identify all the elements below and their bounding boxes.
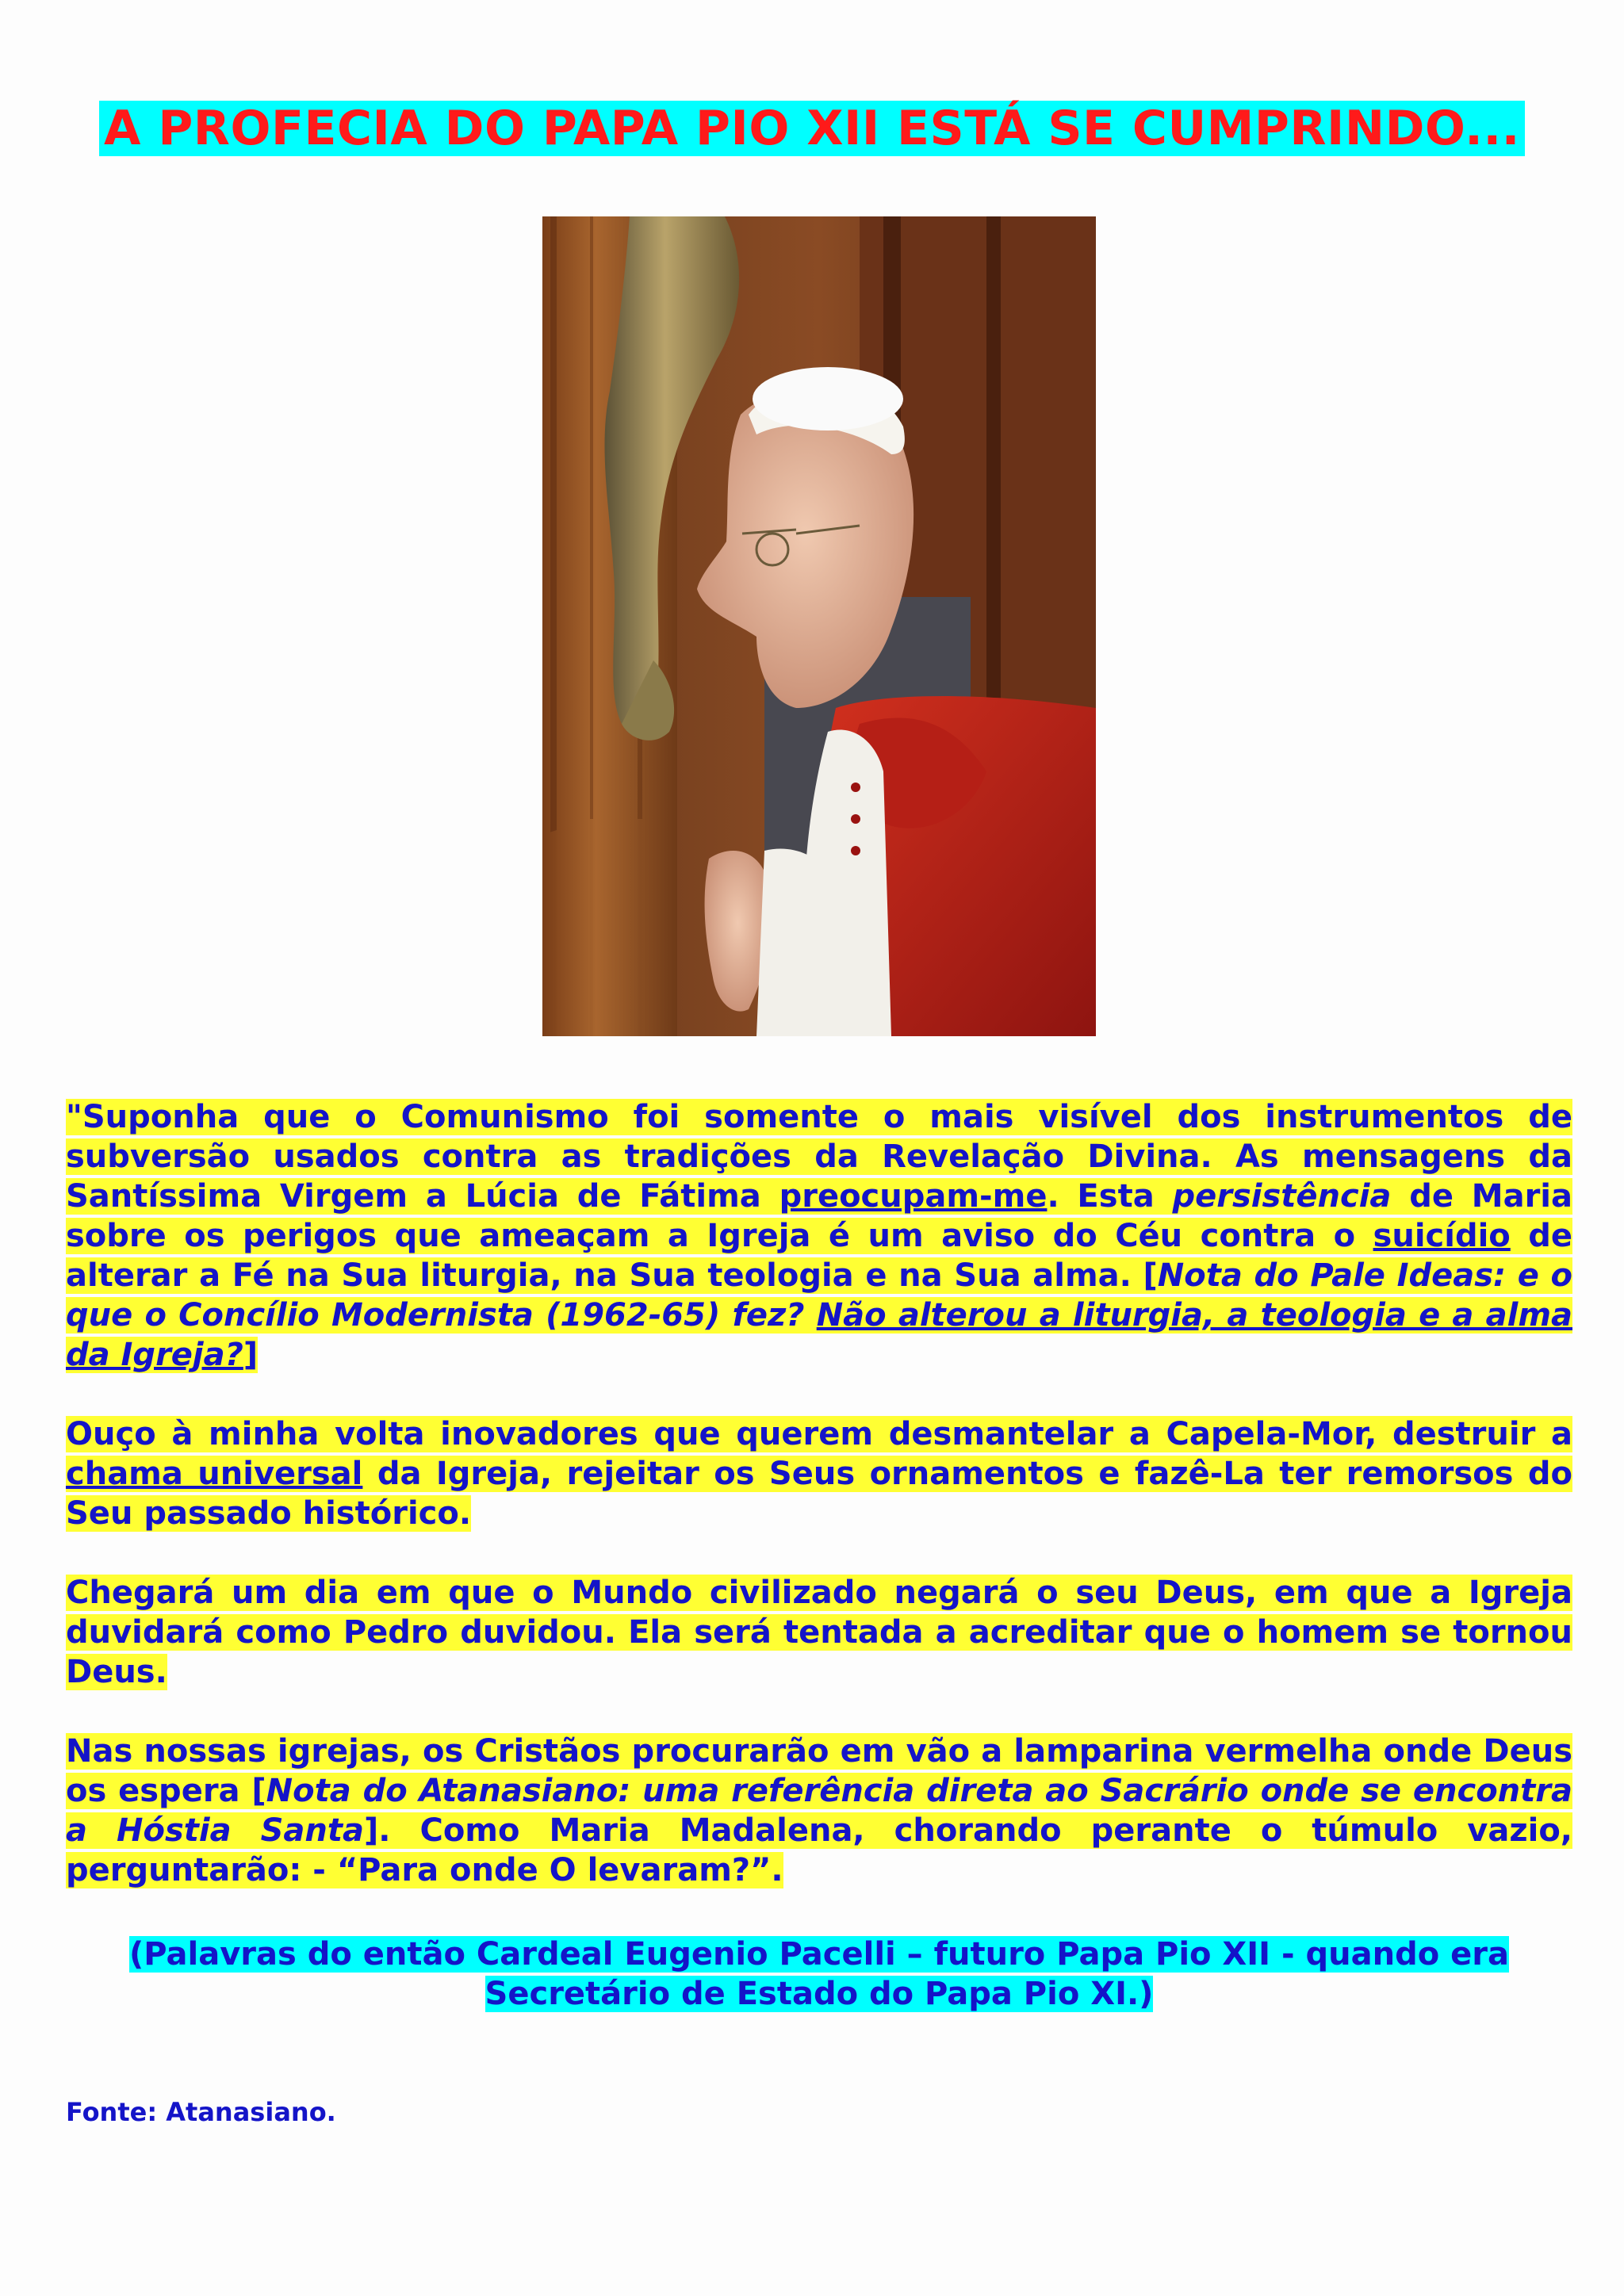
p1-italic-1: persistência bbox=[1172, 1178, 1392, 1215]
caption-line-2: Secretário de Estado do Papa Pio XI.) bbox=[485, 1976, 1154, 2012]
p2-text-2: da Igreja, rejeitar os Seus ornamentos e fazê-La ter remorsos do Seu passado histórico. bbox=[66, 1456, 1572, 1532]
pope-crucifix-photo bbox=[542, 216, 1096, 1036]
source-credit: Fonte: Atanasiano. bbox=[66, 2097, 336, 2127]
paragraph-1-highlight bbox=[66, 1099, 1572, 1373]
p1-text-4: de alterar a Fé na Sua liturgia, na Sua teologia e na Sua alma. [ bbox=[66, 1218, 1573, 1294]
p3-text-1: Chegará um dia em que o Mundo civilizado negará o seu Deus, em que a Igreja duvidará como Pedro duvidou. Ela será tentada a acreditar que o homem se tornou Deus. bbox=[66, 1575, 1572, 1690]
quote-paragraph-1 bbox=[66, 1097, 1572, 1375]
attribution-caption bbox=[66, 1934, 1572, 2014]
paragraph-2-highlight bbox=[66, 1416, 1572, 1532]
quote-paragraph-2 bbox=[66, 1414, 1572, 1533]
p1-text-2: . Esta bbox=[1047, 1178, 1173, 1215]
p4-italic-1: Nota do Atanasiano: uma referência direta ao Sacrário onde se encontra a Hóstia Santa bbox=[66, 1773, 1573, 1849]
page-title-text: A PROFECIA DO PAPA PIO XII ESTÁ SE CUMPRINDO... bbox=[99, 101, 1525, 156]
quote-body bbox=[66, 1097, 1572, 1930]
caption-line-1: (Palavras do então Cardeal Eugenio Pacelli – futuro Papa Pio XII - quando era bbox=[129, 1936, 1509, 1973]
p1-underline-2: suicídio bbox=[1373, 1218, 1511, 1254]
p1-italic-2: Nota do Pale Ideas: e o que o Concílio Modernista (1962-65) fez? bbox=[66, 1257, 1573, 1334]
paragraph-4-highlight bbox=[66, 1733, 1572, 1888]
quote-paragraph-4 bbox=[66, 1732, 1572, 1890]
p1-text-5: ] bbox=[243, 1337, 259, 1373]
p1-underline-1: preocupam-me bbox=[779, 1178, 1048, 1215]
p1-text-1: "Suponha que o Comunismo foi somente o mais visível dos instrumentos de subversão usados contra as tradições da Revelação Divina. As mensagens da Santíssima Virgem a Lúcia de Fátima bbox=[66, 1099, 1572, 1215]
paragraph-3-highlight bbox=[66, 1575, 1572, 1690]
quote-paragraph-3 bbox=[66, 1573, 1572, 1692]
photo-illustration bbox=[542, 216, 1096, 1036]
p2-text-1: Ouço à minha volta inovadores que querem desmantelar a Capela-Mor, destruir a bbox=[66, 1416, 1572, 1452]
p4-text-1: Nas nossas igrejas, os Cristãos procurarão em vão a lamparina vermelha onde Deus os espera [ bbox=[66, 1733, 1572, 1809]
p1-italic-underline-1: Não alterou a liturgia, a teologia e a alma da Igreja? bbox=[66, 1297, 1572, 1373]
p1-text-3: de Maria sobre os perigos que ameaçam a Igreja é um aviso do Céu contra o bbox=[66, 1178, 1572, 1254]
page-title bbox=[0, 98, 1624, 159]
p2-underline-1: chama universal bbox=[66, 1456, 363, 1492]
p4-text-2: ]. Como Maria Madalena, chorando perante o túmulo vazio, perguntarão: - “Para onde O levaram?”. bbox=[66, 1812, 1572, 1888]
